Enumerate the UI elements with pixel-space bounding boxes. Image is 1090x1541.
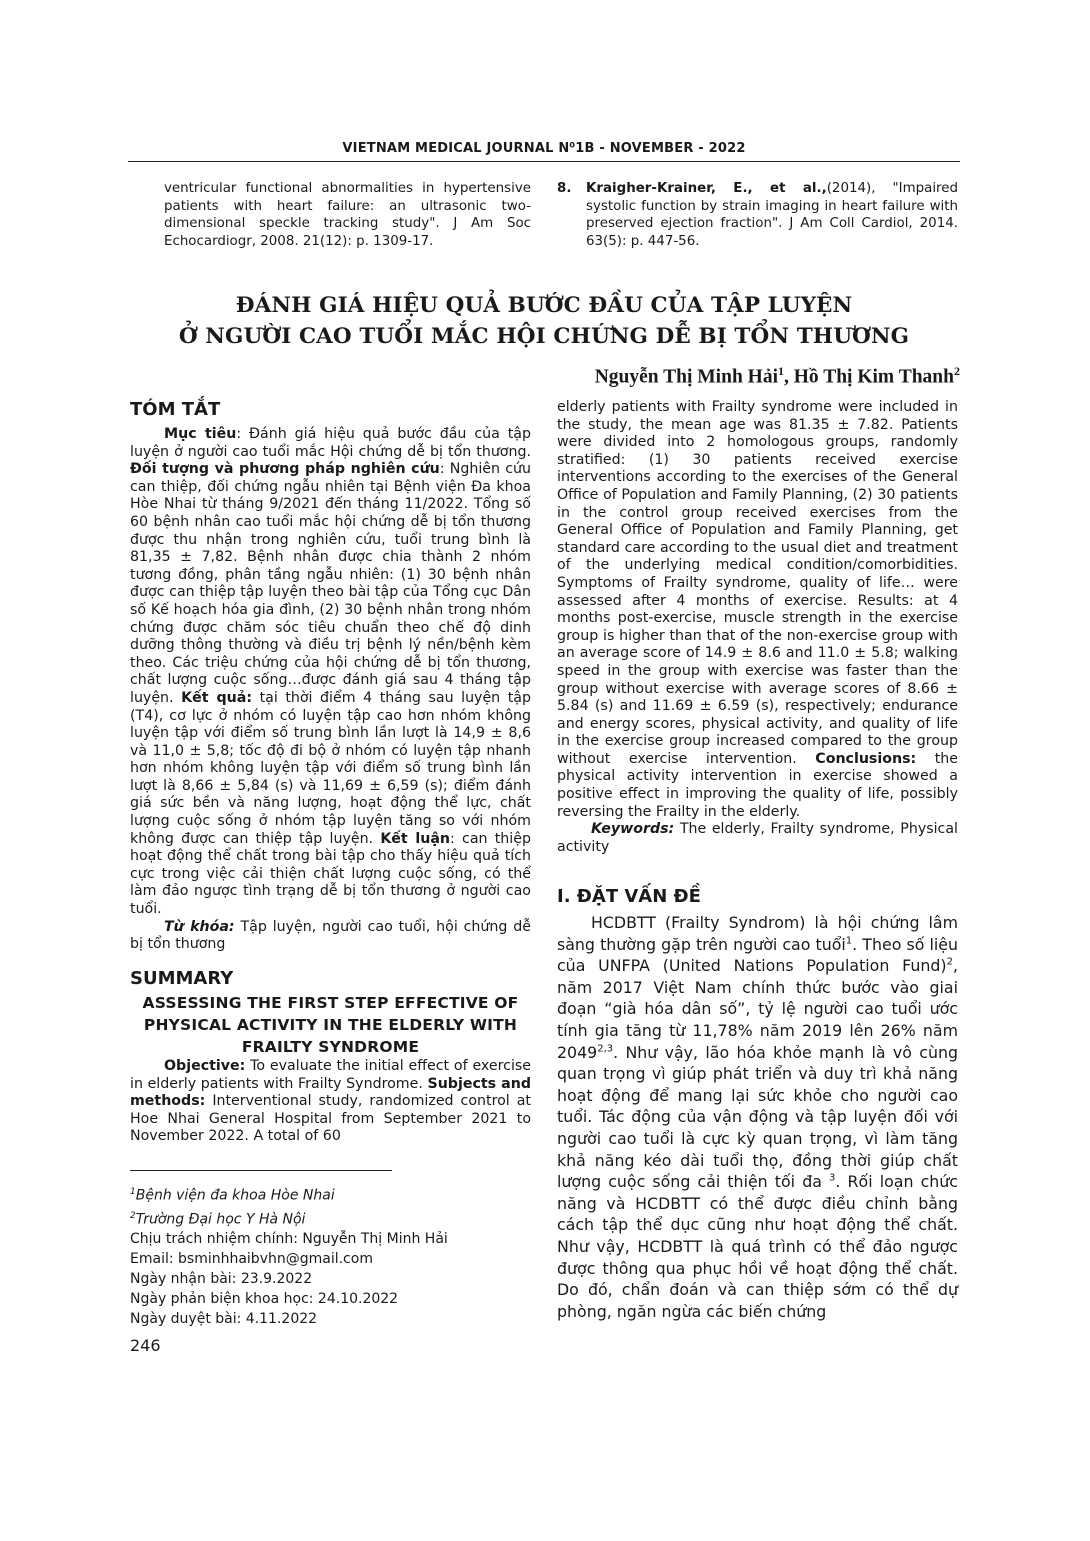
abstract-vi-body	[130, 426, 531, 919]
summary-english	[130, 968, 531, 1146]
affiliation-2-mark: 2	[130, 1210, 136, 1221]
label-methods-vi: Đối tượng và phương pháp nghiên cứu	[130, 461, 440, 478]
page-number: 246	[130, 1336, 161, 1355]
summary-body	[130, 1058, 531, 1146]
label-objective-vi: Mục tiêu	[164, 426, 237, 442]
label-keywords-vi: Từ khóa:	[164, 918, 235, 935]
introduction-section	[557, 886, 958, 1322]
article-authors	[595, 364, 960, 389]
intro-text-2: . Theo số liệu của UNFPA (United Nations Population Fund)	[557, 934, 958, 976]
citation-4: 3	[829, 1172, 836, 1184]
reference-8	[557, 180, 958, 250]
affiliation-2-text: Trường Đại học Y Hà Nội	[135, 1211, 306, 1228]
results-vi-text: tại thời điểm 4 tháng sau luyện tập (T4), cơ lực ở nhóm có luyện tập cao hơn nhóm không luyện tập với điểm số trung bình lần lượt là 14,9 ± 8,6 và 11,0 ± 5,8; tốc độ đi bộ ở nhóm có luyện tập nhanh hơn nhóm không luyện tập với điểm số trung bình lần lượt là 8,66 ± 5,84 (s) và 11,69 ± 6,59 (s); điểm đánh giá sức bền và năng lượng, hoạt động thể lực, chất lượng cuộc sống ở nhóm tập luyện tăng so với nhóm không được can thiệp tập luyện.	[130, 689, 531, 847]
affiliation-1	[130, 1182, 531, 1206]
introduction-heading: I. ĐẶT VẤN ĐỀ	[557, 886, 701, 907]
header-rule	[128, 161, 960, 162]
date-received: Ngày nhận bài: 23.9.2022	[130, 1271, 313, 1288]
reference-8-rest: (2014), "Impaired systolic function by strain imaging in heart failure with preserved ejection fraction". J Am Coll Cardiol, 2014. 63(5): p. 447-56.	[586, 181, 959, 249]
article-title	[128, 290, 960, 352]
summary-continued-text: elderly patients with Frailty syndrome were included in the study, the mean age was 81.35 ± 7.82. Patients were divided into 2 homologous groups, randomly stratified: (1) 30 patients received exercise interventions according to the exercises of the General Office of Population and Family Planning, (2) 30 patients in the control group received exercises from the General Office of Population and Family Planning, get standard care according to the usual diet and treatment of the underlying medical condition/comorbidities. Symptoms of Frailty syndrome, quality of life… were assessed after 4 months of exercise. Results: at 4 months post-exercise, muscle strength in the exercise group is higher than that of the non-exercise group with an average score of 14.9 ± 8.6 and 11.0 ± 5.8; walking speed in the group with exercise was faster than the group without exercise with average scores of 8.66 ± 5.84 (s) and 11.69 ± 6.59 (s), respectively; endurance and energy scores, physical activity, and quality of life in the exercise group increased compared to the group without exercise intervention.	[557, 399, 958, 767]
author-2: Hồ Thị Kim Thanh	[793, 366, 954, 388]
label-objective-en: Objective:	[164, 1058, 246, 1074]
author-1-affiliation: 1	[778, 364, 785, 378]
objective-vi-text: : Đánh giá hiệu quả bước đầu của tập luyện ở người cao tuổi mắc Hội chứng dễ bị tổn thương.	[130, 426, 532, 460]
keywords-en	[557, 821, 958, 856]
conclusions-en-text: the physical activity intervention in exercise showed a positive effect in improving the quality of life, possibly reversing the Frailty in the elderly.	[557, 750, 959, 820]
reference-8-text	[586, 180, 958, 250]
methods-en-text: Interventional study, randomized control at Hoe Nhai General Hospital from September 2021 to November 2022. A total of 60	[130, 1093, 531, 1145]
objective-en-text: To evaluate the initial effect of exercise in elderly patients with Frailty Syndrome.	[130, 1058, 531, 1092]
reference-8-authors: Kraigher-Krainer, E., et al.,	[586, 181, 827, 196]
affiliation-1-text: Bệnh viện đa khoa Hòe Nhai	[135, 1187, 335, 1204]
abstract-heading: TÓM TẮT	[130, 399, 221, 420]
label-conclusions-en: Conclusions:	[815, 750, 917, 767]
introduction-paragraph	[557, 912, 958, 1322]
author-2-affiliation: 2	[954, 364, 960, 378]
label-methods-en: Subjects and methods:	[130, 1075, 531, 1110]
intro-text-1: HCDBTT (Frailty Syndrom) là hội chứng lâm sàng thường gặp trên người cao tuổi	[557, 913, 958, 954]
intro-text-5: . Rối loạn chức năng và HCDBTT có thể được điều chỉnh bằng cách tập thể dục cũng như hoạt động thể chất. Như vậy, HCDBTT là quá trình có thể đảo ngược được thông qua phục hồi về hoạt động thể chất. Do đó, chẩn đoán và can thiệp sớm có thể dự phòng, ngăn ngừa các biến chứng	[557, 1172, 958, 1321]
summary-heading: SUMMARY	[130, 968, 234, 989]
affiliation-2	[130, 1206, 531, 1230]
date-reviewed: Ngày phản biện khoa học: 24.10.2022	[130, 1291, 399, 1308]
affiliation-1-mark: 1	[130, 1187, 136, 1197]
abstract-vietnamese	[130, 399, 532, 954]
summary-continued-body	[557, 399, 958, 821]
keywords-en-text: The elderly, Frailty syndrome, Physical activity	[557, 821, 958, 855]
label-keywords-en: Keywords:	[591, 821, 675, 838]
summary-continued	[557, 399, 958, 856]
citation-1: 1	[845, 935, 853, 947]
label-conclusion-vi: Kết luận	[380, 830, 451, 847]
intro-text-4: . Như vậy, lão hóa khỏe mạnh là vô cùng quan trọng vì giúp phát triển và duy trì khả năng hoạt động để mang lại sức khỏe cho người cao tuổi. Tác động của vận động và tập luyện đối với người cao tuổi là cực kỳ quan trọng, vì làm tăng khả năng kéo dài tuổi thọ, đồng thời giúp chất lượng cuộc sống cải thiện tối đa	[557, 1042, 958, 1192]
conclusion-vi-text: : can thiệp hoạt động thể chất trong bài tập cho thấy hiệu quả tích cực trong việc cải thiện chất lượng cuộc sống, có thể làm đảo ngược tình trạng dễ bị tổn thương ở người cao tuổi.	[130, 830, 531, 918]
prev-reference-continuation: ventricular functional abnormalities in hypertensive patients with heart failure: an ultrasonic two-dimensional speckle tracking study". J Am Soc Echocardiogr, 2008. 21(12): p. 1309-17.	[164, 181, 531, 249]
title-line-2: Ở NGƯỜI CAO TUỔI MẮC HỘI CHỨNG DỄ BỊ TỔN THƯƠNG	[178, 324, 910, 349]
date-accepted: Ngày duyệt bài: 4.11.2022	[130, 1311, 318, 1328]
corresponding-author: Chịu trách nhiệm chính: Nguyễn Thị Minh Hải	[130, 1231, 448, 1248]
keywords-vi	[130, 919, 531, 954]
footnote-rule	[130, 1170, 392, 1171]
label-results-vi: Kết quả:	[181, 689, 253, 706]
citation-3: 2,3	[597, 1043, 614, 1055]
summary-title: ASSESSING THE FIRST STEP EFFECTIVE OF PHYSICAL ACTIVITY IN THE ELDERLY WITH FRAILTY SYNDROME	[142, 994, 519, 1056]
citation-2: 2	[946, 956, 953, 968]
methods-vi-text: : Nghiên cứu can thiệp, đối chứng ngẫu nhiên tại Bệnh viện Đa khoa Hòe Nhai từ tháng 9/2021 đến tháng 11/2022. Tổng số 60 bệnh nhân cao tuổi mắc hội chứng dễ bị tổn thương được thu nhận trong nghiên cứu, tuổi trung bình là 81,35 ± 7,82. Bệnh nhân được chia thành 2 nhóm tương đồng, phân tầng ngẫu nhiên: (1) 30 bệnh nhân được can thiệp tập luyện theo bài tập của Tổng cục Dân số Kế hoạch hóa gia đình, (2) 30 bệnh nhân trong nhóm chứng được chăm sóc tiêu chuẩn theo chế độ dinh dưỡng thông thường và điều trị bệnh lý nền/bệnh kèm theo. Các triệu chứng của hội chứng dễ bị tổn thương, chất lượng cuộc sống…được đánh giá sau 4 tháng tập luyện.	[130, 461, 531, 706]
keywords-vi-text: Tập luyện, người cao tuổi, hội chứng dễ bị tổn thương	[130, 918, 532, 953]
reference-8-number: 8.	[557, 181, 572, 196]
title-line-1: ĐÁNH GIÁ HIỆU QUẢ BƯỚC ĐẦU CỦA TẬP LUYỆN	[235, 293, 853, 318]
intro-text-3: , năm 2017 Việt Nam chính thức bước vào giai đoạn “già hóa dân số”, tỷ lệ người cao tuổi ước tính gia tăng từ 11,78% năm 2019 lên 26% năm 2049	[557, 956, 958, 1062]
journal-header: VIETNAM MEDICAL JOURNAL N⁰1B - NOVEMBER - 2022	[342, 141, 746, 156]
author-separator: ,	[784, 366, 794, 388]
author-1: Nguyễn Thị Minh Hải	[594, 366, 779, 388]
footnotes	[130, 1182, 531, 1329]
email: Email: bsminhhaibvhn@gmail.com	[130, 1251, 373, 1268]
